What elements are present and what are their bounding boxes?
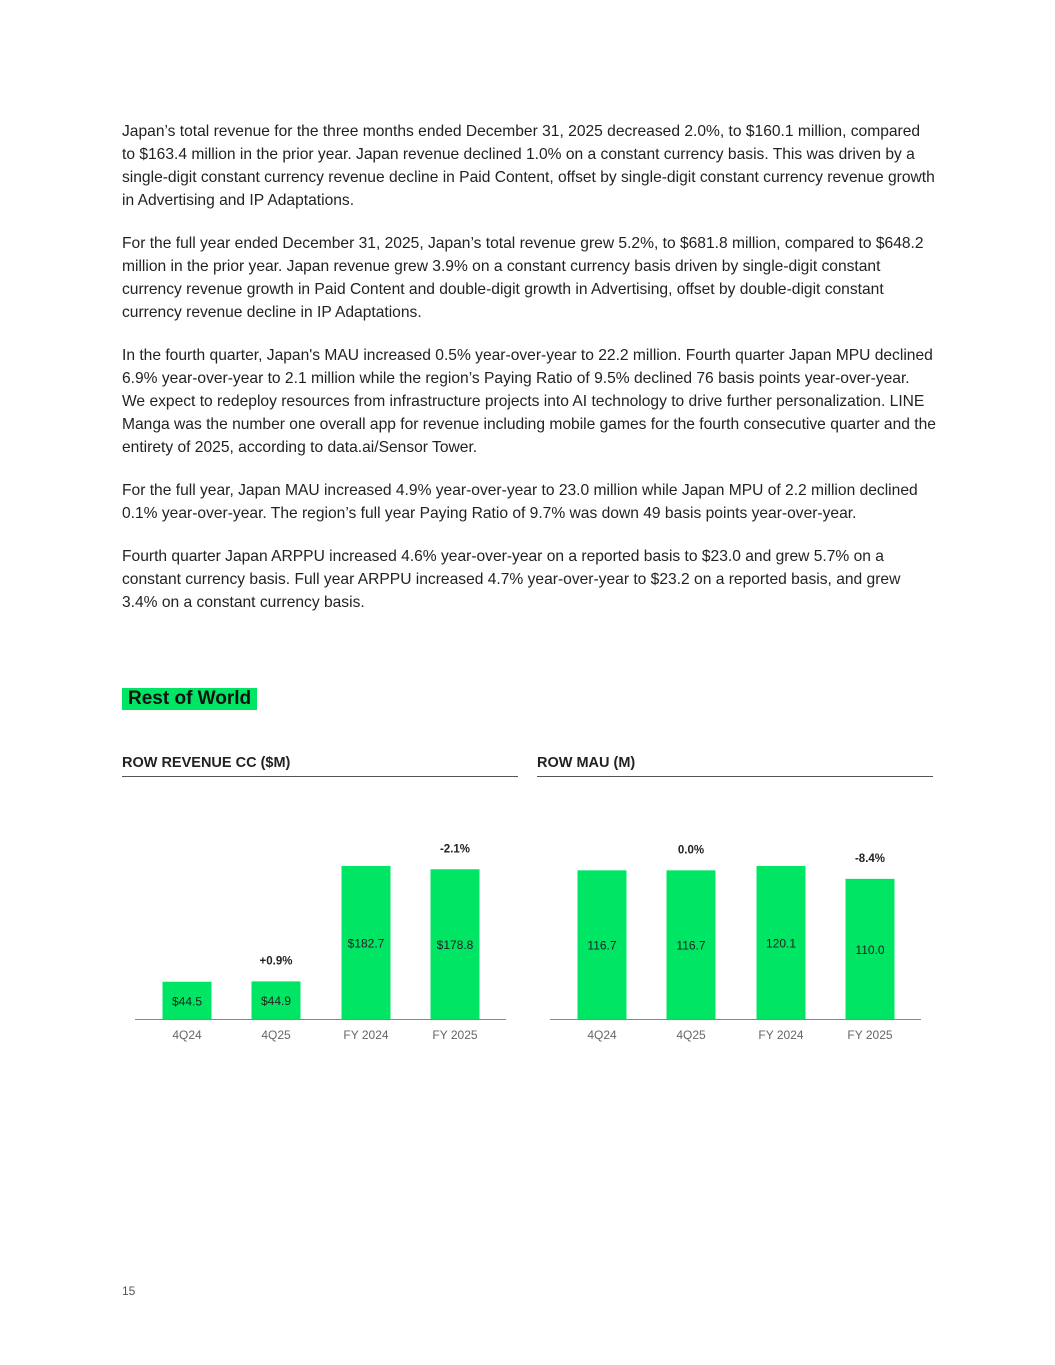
tick-label: 4Q24	[172, 1028, 202, 1042]
change-label: 0.0%	[677, 844, 705, 857]
tick-label: 4Q24	[587, 1028, 617, 1042]
value-label: 116.7	[587, 938, 617, 953]
chart-title: ROW MAU (M)	[537, 750, 933, 777]
tick-label: 4Q25	[676, 1028, 706, 1042]
value-label: 110.0	[855, 942, 885, 957]
tick-label: FY 2025	[432, 1028, 478, 1042]
paragraph: In the fourth quarter, Japan's MAU increased 0.5% year-over-year to 22.2 million. Fourth quarter Japan MPU declined 6.9% year-over-year to 2.1 million while the region’s Paying Ratio of 9.5% declined 76 basis points year-over-year. We expect to redeploy resources from infrastructure projects into AI technology to drive further personalization. LINE Manga was the number one overall app for revenue including mobile games for the fourth consecutive quarter and the entirety of 2025, according to data.ai/Sensor Tower.	[122, 347, 936, 456]
value-label: 116.7	[676, 938, 706, 953]
change-label: +0.9%	[259, 955, 293, 968]
value-label: $178.8	[436, 938, 474, 953]
change-label: -2.1%	[439, 843, 471, 856]
paragraph: For the full year, Japan MAU increased 4.9% year-over-year to 23.0 million while Japan MPU of 2.2 million declined 0.1% year-over-year. The region’s full year Paying Ratio of 9.7% was down 49 basis points year-over-year.	[122, 482, 918, 522]
page-number: 15	[122, 1284, 136, 1298]
paragraph: Japan’s total revenue for the three months ended December 31, 2025 decreased 2.0%, to $160.1 million, compared to $163.4 million in the prior year. Japan revenue declined 1.0% on a constant currency basis. This was driven by a single-digit constant currency revenue decline in Paid Content, offset by single-digit constant currency revenue growth in Advertising and IP Adaptations.	[122, 123, 935, 209]
value-label: 120.1	[765, 936, 797, 951]
tick-label: FY 2024	[343, 1028, 389, 1042]
row-mau-chart-plot	[537, 777, 933, 1077]
paragraph: Fourth quarter Japan ARPPU increased 4.6% year-over-year on a reported basis to $23.0 and grew 5.7% on a constant currency basis. Full year ARPPU increased 4.7% year-over-year to $23.2 on a reported basis, and grew 3.4% on a constant currency basis.	[122, 548, 901, 611]
row-revenue-chart	[122, 750, 518, 1077]
value-label: $44.5	[171, 994, 203, 1009]
body-text	[122, 120, 937, 634]
section-title: Rest of World	[122, 688, 257, 710]
value-label: $44.9	[260, 994, 292, 1009]
chart-title: ROW REVENUE CC ($M)	[122, 750, 518, 777]
tick-label: FY 2024	[758, 1028, 804, 1042]
value-label: $182.7	[347, 936, 385, 951]
tick-label: FY 2025	[847, 1028, 893, 1042]
row-revenue-chart-plot	[122, 777, 518, 1077]
change-label: -8.4%	[854, 852, 886, 865]
row-mau-chart	[537, 750, 933, 1077]
tick-label: 4Q25	[261, 1028, 291, 1042]
paragraph: For the full year ended December 31, 2025, Japan’s total revenue grew 5.2%, to $681.8 million, compared to $648.2 million in the prior year. Japan revenue grew 3.9% on a constant currency basis driven by single-digit constant currency revenue growth in Paid Content and double-digit growth in Advertising, offset by double-digit constant currency revenue decline in IP Adaptations.	[122, 235, 924, 321]
